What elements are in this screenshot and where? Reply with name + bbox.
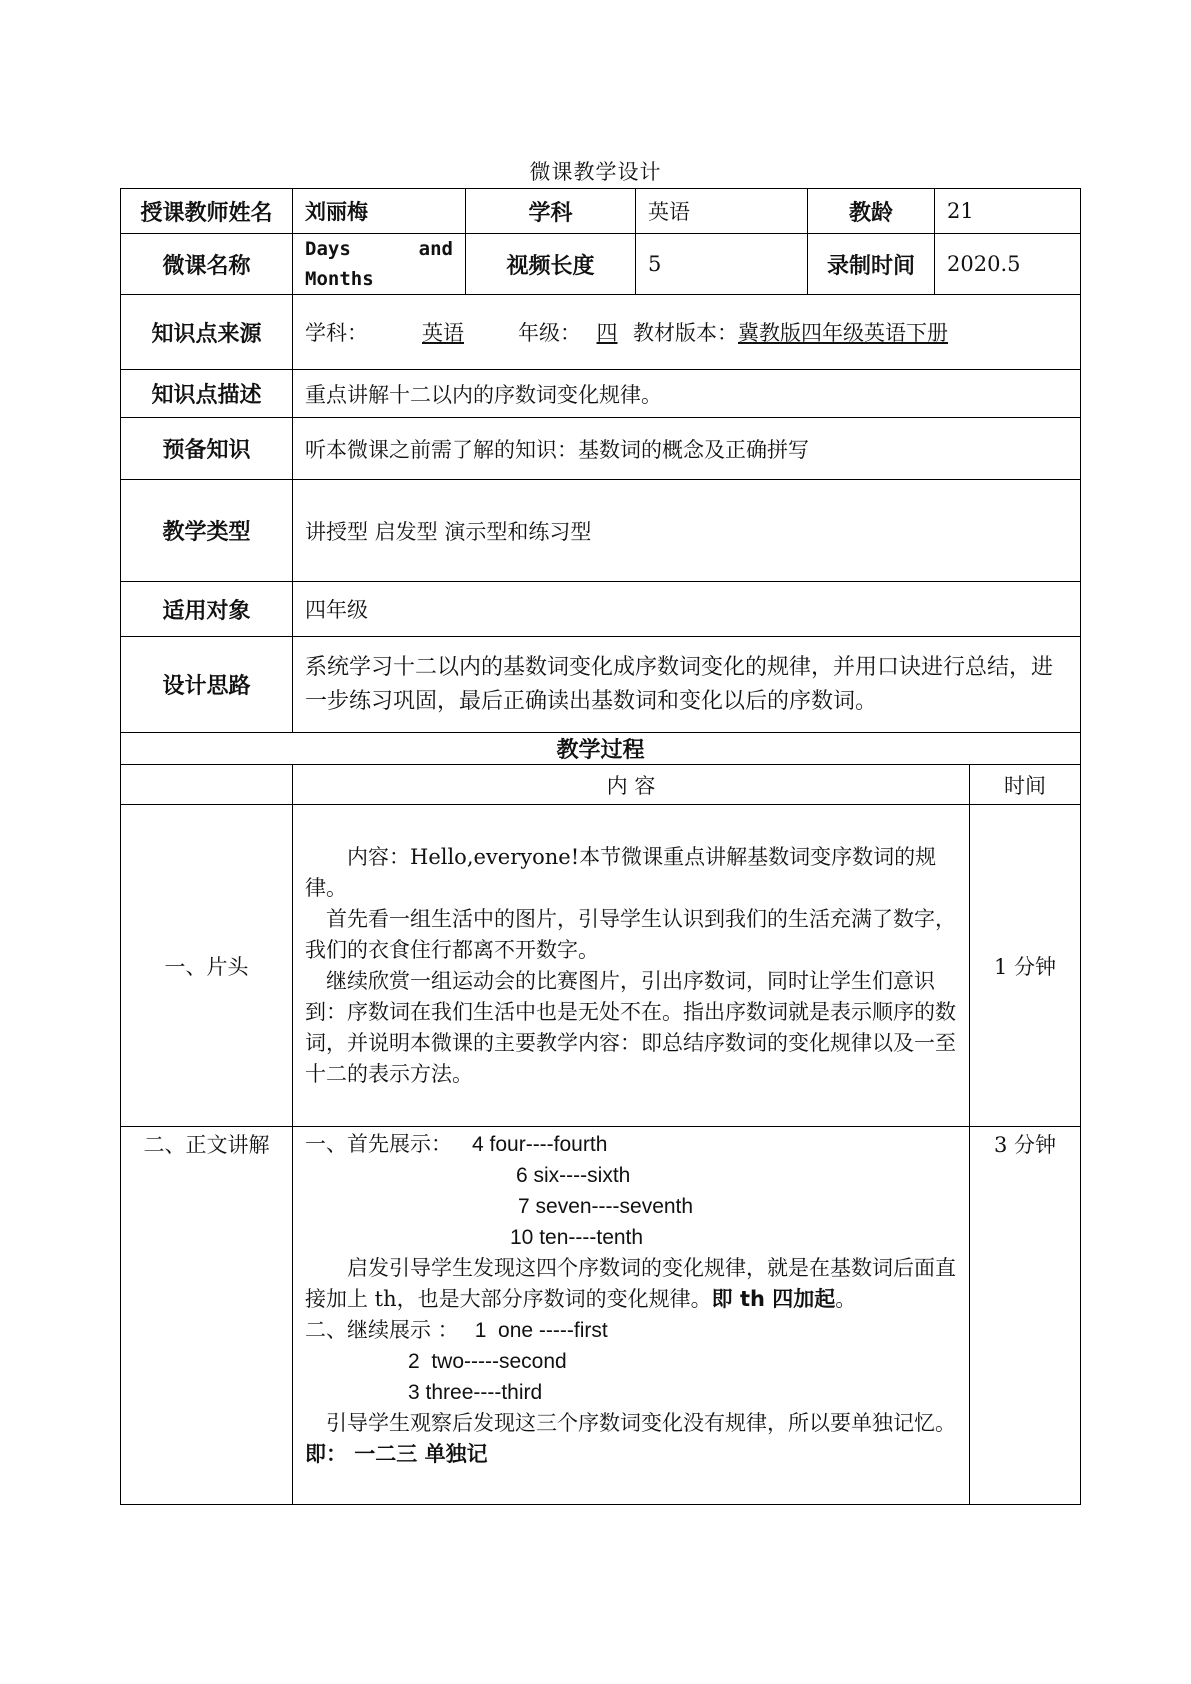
example-2-line-3: 3 three----third (408, 1381, 543, 1404)
stage1-paragraph-3: 继续欣赏一组运动会的比赛图片，引出序数词，同时让学生们意识到：序数词在我们生活中也是无处不在。指出序数词就是表示顺序的数词，并说明本微课的主要教学内容：即总结序数词的变化规律以及一至十二的表示方法。 (305, 968, 956, 1086)
stage2-paragraph-1 (305, 1253, 957, 1315)
stage1-time: 1 分钟 (970, 805, 1081, 1127)
course-name-label: 微课名称 (121, 234, 293, 295)
source-edition-prefix: 教材版本： (633, 321, 738, 345)
teacher-label: 授课教师姓名 (121, 189, 293, 234)
course-name-value (293, 234, 466, 295)
row-process-columns (121, 765, 1081, 805)
design-idea-value: 系统学习十二以内的基数词变化成序数词变化的规律，并用口诀进行总结，进一步练习巩固，最后正确读出基数词和变化以后的序数词。 (293, 637, 1081, 733)
document-title: 微课教学设计 (529, 160, 662, 184)
description-value: 重点讲解十二以内的序数词变化规律。 (293, 370, 1081, 418)
stage1-content (293, 805, 970, 1127)
teacher-value: 刘丽梅 (293, 189, 466, 234)
record-time-value: 2020.5 (935, 234, 1081, 295)
audience-label: 适用对象 (121, 582, 293, 637)
row-teaching-type (121, 480, 1081, 582)
design-idea-label: 设计思路 (121, 637, 293, 733)
subject-label: 学科 (466, 189, 636, 234)
row-teacher (121, 189, 1081, 234)
example-1-line-4: 10 ten----tenth (510, 1226, 644, 1249)
subject-value: 英语 (636, 189, 808, 234)
description-label: 知识点描述 (121, 370, 293, 418)
row-stage-opening (121, 805, 1081, 1127)
prior-knowledge-label: 预备知识 (121, 418, 293, 480)
source-grade-value: 四 (596, 321, 618, 345)
course-name-word-3: Months (305, 268, 374, 290)
video-length-label: 视频长度 (466, 234, 636, 295)
stage1-paragraph-1: 内容：Hello,everyone!本节微课重点讲解基数词变序数词的规律。 (305, 844, 937, 900)
show2-prefix: 二、继续展示 ： (305, 1318, 459, 1342)
teaching-years-value: 21 (935, 189, 1081, 234)
time-column-header: 时间 (970, 765, 1081, 805)
audience-value: 四年级 (293, 582, 1081, 637)
process-heading: 教学过程 (121, 733, 1081, 765)
video-length-value: 5 (636, 234, 808, 295)
row-source (121, 295, 1081, 370)
example-group-1 (305, 1129, 957, 1160)
example-1-line-3: 7 seven----seventh (518, 1195, 694, 1218)
row-description (121, 370, 1081, 418)
example-2-line-2: 2 two-----second (408, 1350, 567, 1373)
row-design-idea (121, 637, 1081, 733)
lesson-design-table (120, 188, 1081, 1505)
process-stage-column-header (121, 765, 293, 805)
row-process-heading (121, 733, 1081, 765)
content-column-header: 内 容 (293, 765, 970, 805)
example-1-line-1: 4 four----fourth (472, 1133, 608, 1156)
teaching-type-label: 教学类型 (121, 480, 293, 582)
example-1-line-2: 6 six----sixth (516, 1164, 631, 1187)
stage2-paragraph-1-rule: 即 th 四加起 (711, 1287, 836, 1311)
course-name-word-2: and (418, 238, 453, 260)
prior-knowledge-value: 听本微课之前需了解的知识：基数词的概念及正确拼写 (293, 418, 1081, 480)
stage2-label: 二、正文讲解 (121, 1127, 293, 1505)
stage2-paragraph-2-text: 引导学生观察后发现这三个序数词变化没有规律，所以要单独记忆。 (326, 1411, 956, 1435)
row-prior-knowledge (121, 418, 1081, 480)
source-subject-value: 英语 (422, 321, 464, 345)
example-group-2 (305, 1315, 957, 1346)
record-time-label: 录制时间 (808, 234, 935, 295)
show1-prefix: 一、首先展示： (305, 1133, 452, 1156)
stage1-paragraph-2: 首先看一组生活中的图片，引导学生认识到我们的生活充满了数字，我们的衣食住行都离不开数字。 (305, 906, 956, 962)
source-value (293, 295, 1081, 370)
stage1-label: 一、片头 (121, 805, 293, 1127)
stage2-paragraph-2 (305, 1408, 957, 1470)
teaching-type-value: 讲授型 启发型 演示型和练习型 (293, 480, 1081, 582)
stage2-paragraph-2-rule: 即： 一二三 单独记 (305, 1442, 488, 1466)
stage2-content (293, 1127, 970, 1505)
stage2-paragraph-1-end: 。 (835, 1287, 857, 1311)
stage2-time: 3 分钟 (970, 1127, 1081, 1505)
course-name-word-1: Days (305, 238, 351, 260)
row-stage-main (121, 1127, 1081, 1505)
source-label: 知识点来源 (121, 295, 293, 370)
row-course (121, 234, 1081, 295)
source-grade-prefix: 年级： (518, 321, 581, 345)
row-audience (121, 582, 1081, 637)
stage2-paragraph-1-text: 启发引导学生发现这四个序数词的变化规律，就是在基数词后面直接加上 th，也是大部分序数词的变化规律。 (305, 1256, 956, 1311)
source-subject-prefix: 学科： (305, 321, 368, 345)
example-2-line-1: 1 one -----first (474, 1319, 608, 1342)
source-edition-value: 冀教版四年级英语下册 (738, 321, 948, 345)
teaching-years-label: 教龄 (808, 189, 935, 234)
